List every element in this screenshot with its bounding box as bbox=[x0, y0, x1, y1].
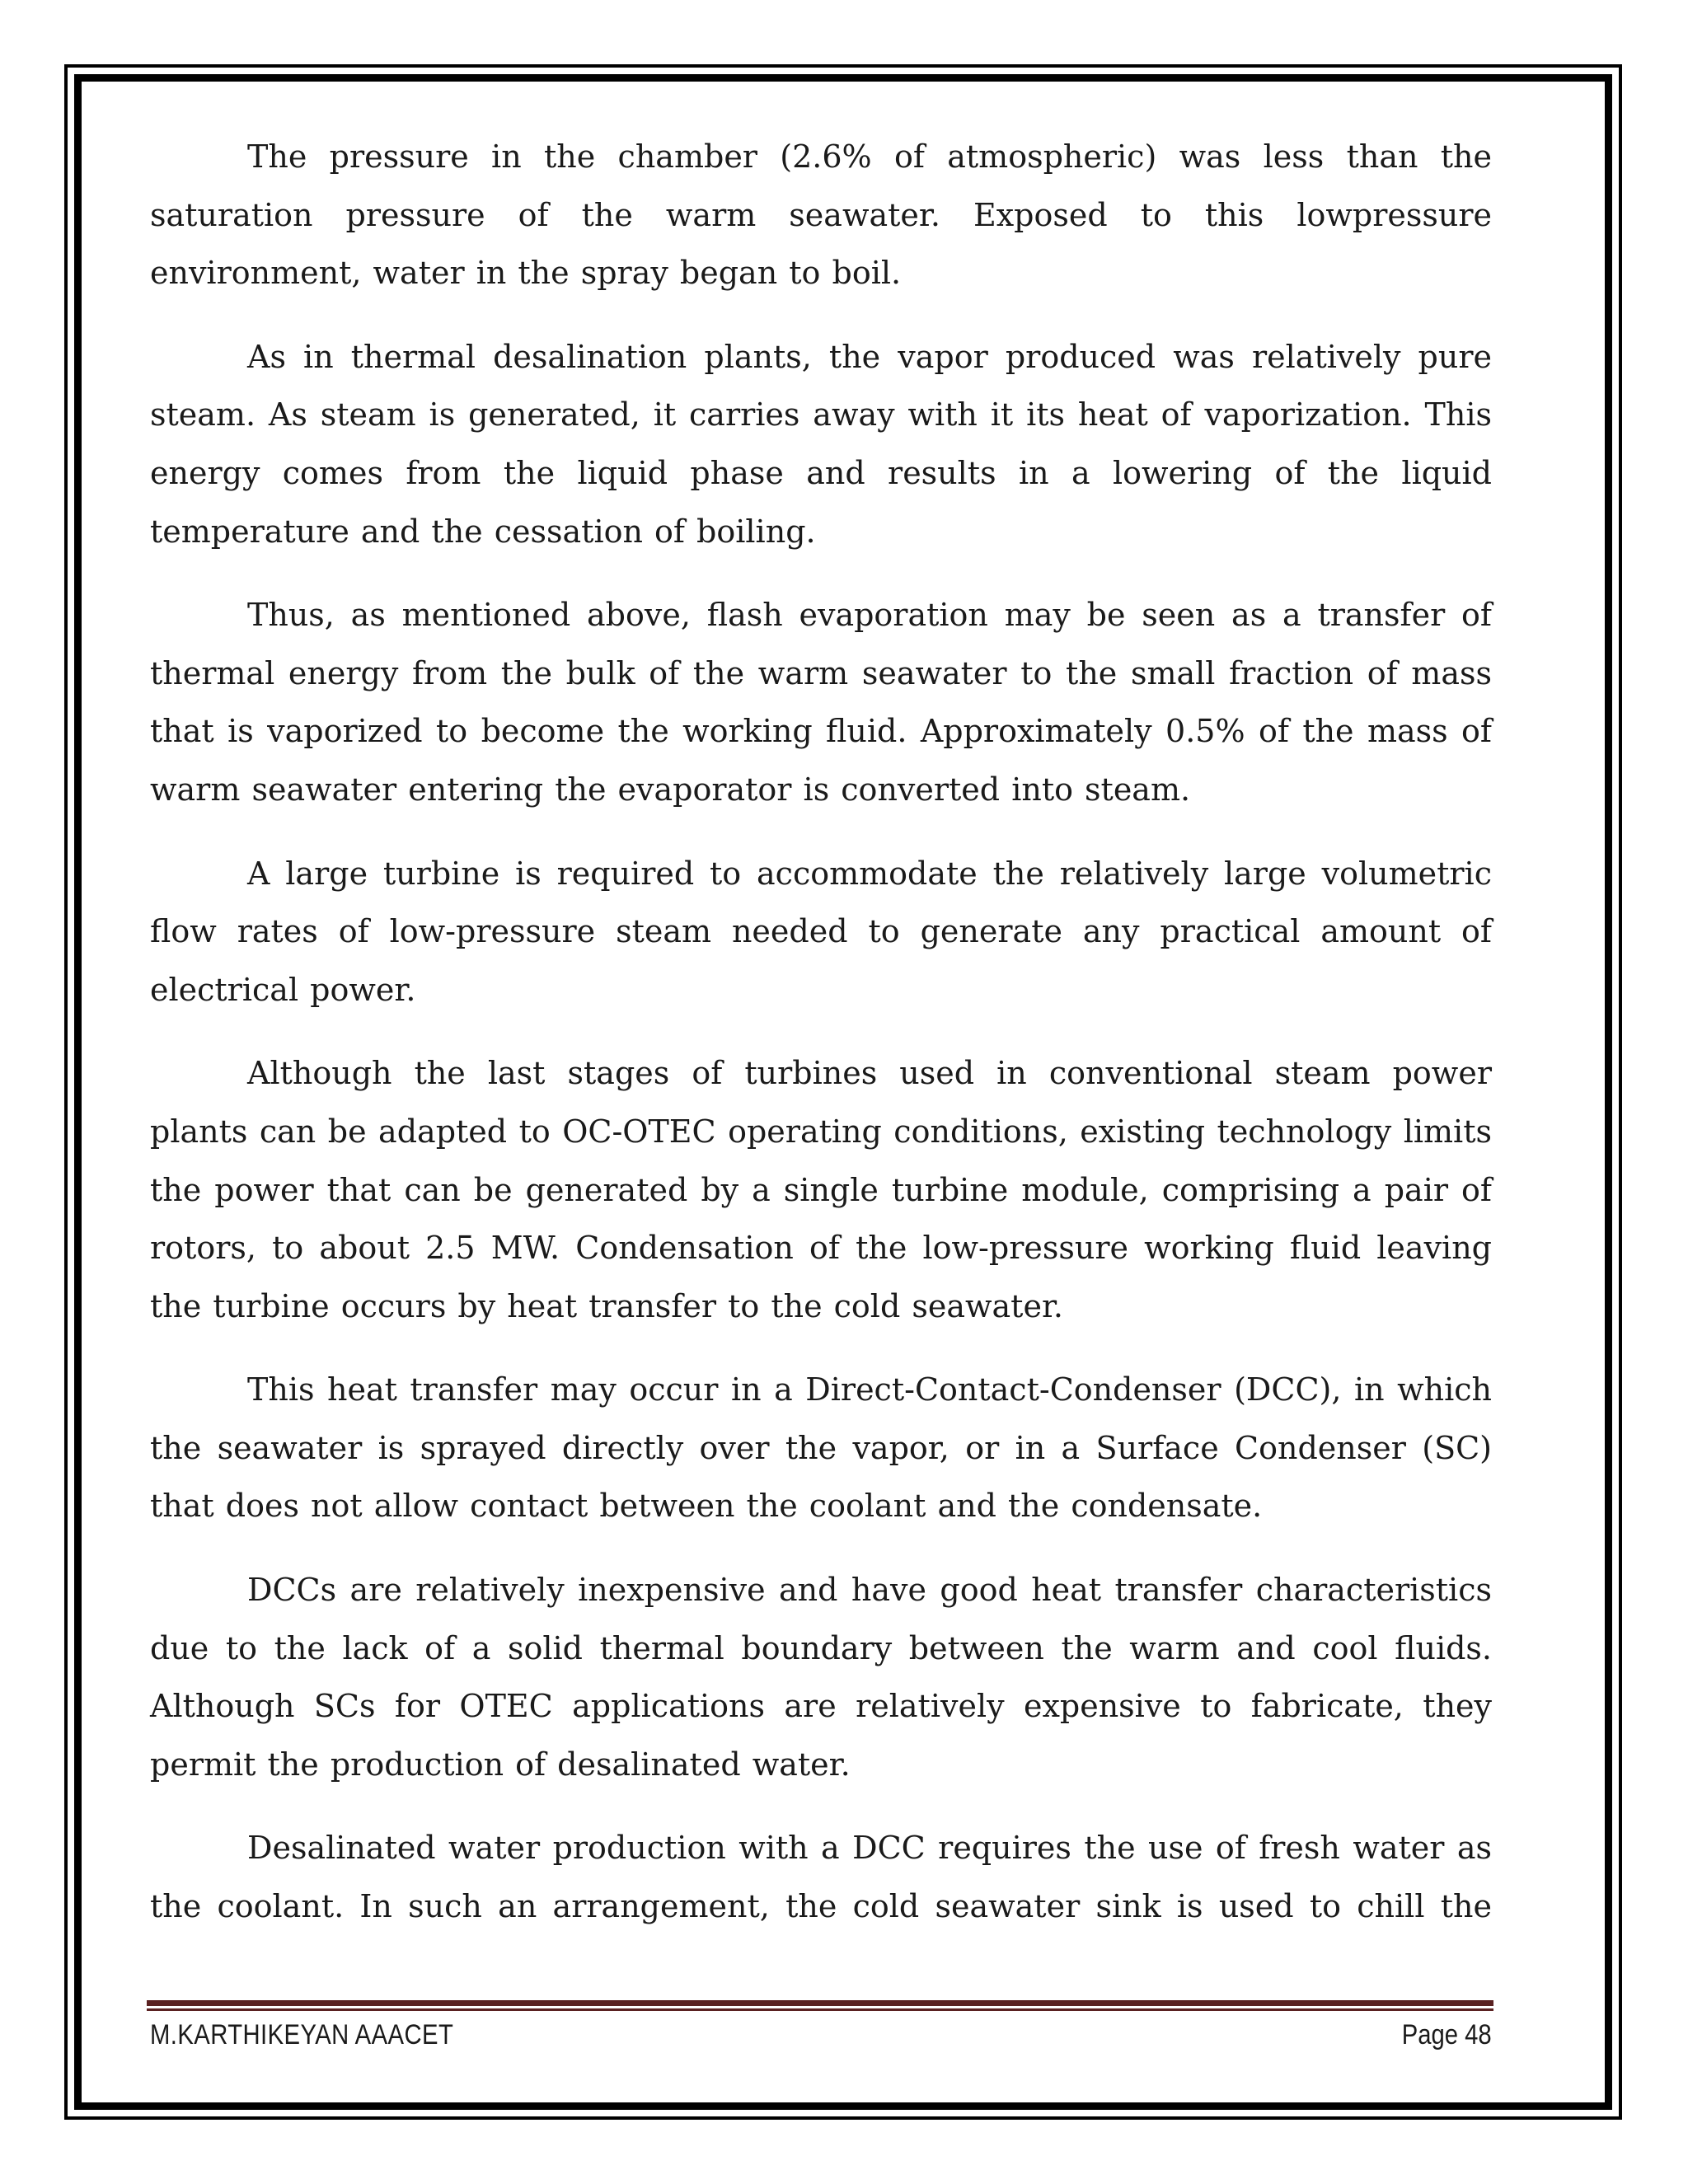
footer-divider-thin bbox=[147, 2008, 1493, 2011]
paragraph-8: Desalinated water production with a DCC requires the use of fresh water as the coolant. In such an arrangement, the cold seawater sink is used to chill the bbox=[150, 1830, 1492, 1925]
footer-divider-thick bbox=[147, 2000, 1493, 2006]
paragraph-5: Although the last stages of turbines used in conventional steam power plants can be adapted to OC-OTEC operating conditions, existing technology limits the power that can be generated by a single turbine module, comprising a pair of rotors, to about 2.5 MW. Condensation of the low-pressure working fluid leaving the turbine occurs by heat transfer to the cold seawater. bbox=[150, 1055, 1492, 1324]
footer-author: M.KARTHIKEYAN AAACET bbox=[150, 2019, 454, 2050]
footer-divider bbox=[147, 2000, 1493, 2012]
paragraph-1: The pressure in the chamber (2.6% of atmospheric) was less than the saturation pressure of the warm seawater. Exposed to this lowpressure environment, water in the spray began to boil. bbox=[150, 138, 1492, 292]
paragraph-6: This heat transfer may occur in a Direct-Contact-Condenser (DCC), in which the seawater is sprayed directly over the vapor, or in a Surface Condenser (SC) that does not allow contact between the coolant and the condensate. bbox=[150, 1371, 1492, 1525]
document-body bbox=[150, 128, 1492, 1961]
paragraph-2: As in thermal desalination plants, the vapor produced was relatively pure steam. As steam is generated, it carries away with it its heat of vaporization. This energy comes from the liquid phase and results in a lowering of the liquid temperature and the cessation of boiling. bbox=[150, 338, 1492, 550]
paragraph-7: DCCs are relatively inexpensive and have good heat transfer characteristics due to the lack of a solid thermal boundary between the warm and cool fluids. Although SCs for OTEC applications are relatively expensive to fabricate, they permit the production of desalinated water. bbox=[150, 1572, 1492, 1783]
footer-page-number: Page 48 bbox=[1402, 2019, 1492, 2050]
paragraph-4: A large turbine is required to accommodate the relatively large volumetric flow rates of low-pressure steam needed to generate any practical amount of electrical power. bbox=[150, 855, 1492, 1008]
paragraph-3: Thus, as mentioned above, flash evaporation may be seen as a transfer of thermal energy from the bulk of the warm seawater to the small fraction of mass that is vaporized to become the working fluid. Approximately 0.5% of the mass of warm seawater entering the evaporator is converted into steam. bbox=[150, 597, 1492, 808]
